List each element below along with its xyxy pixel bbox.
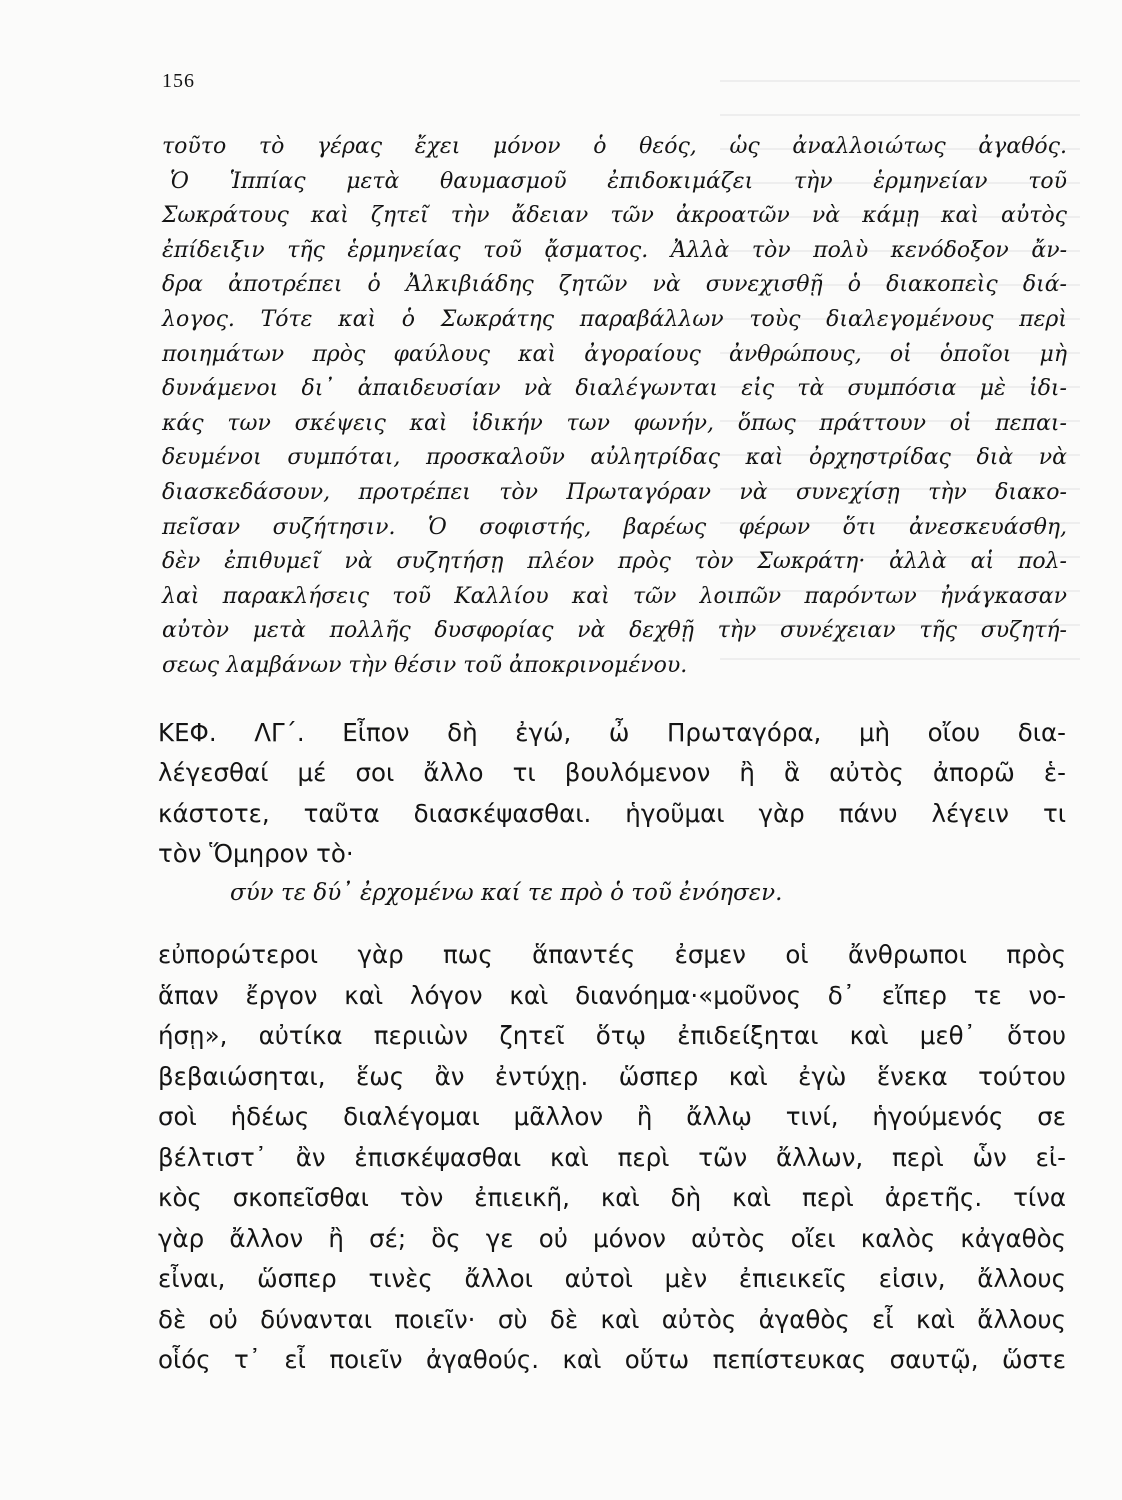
commentary-line: δευμένοι συμπόται, προσκαλοῦν αὐλητρίδας καὶ ὀρχηστρίδας διὰ νὰ [162,445,1067,471]
chapter-line: κάστοτε, ταῦτα διασκέψασθαι. ἡγοῦμαι γὰρ πάνυ λέγειν τι [158,798,1066,828]
commentary-line: πεῖσαν συζήτησιν. Ὁ σοφιστής, βαρέως φέρων ὅτι ἀνεσκευάσθη, [162,514,1067,540]
text-line: κὸς σκοπεῖσθαι τὸν ἐπιεικῆ, καὶ δὴ καὶ περὶ ἀρετῆς. τίνα [158,1183,1066,1212]
text-line: δὲ οὐ δύνανται ποιεῖν· σὺ δὲ καὶ αὐτὸς ἀγαθὸς εἶ καὶ ἄλλους [158,1304,1066,1334]
chapter-line: τὸν Ὅμηρον τὸ· [158,838,354,868]
page-number: 156 [162,70,195,92]
chapter-line: ΚΕΦ. ΛΓ΄. Εἶπον δὴ ἐγώ, ὦ Πρωταγόρα, μὴ οἴου δια- [158,718,1066,747]
text-line: σοὶ ἡδέως διαλέγομαι μᾶλλον ἢ ἄλλῳ τινί, ἡγούμενός σε [158,1102,1066,1131]
commentary-line: ποιημάτων πρὸς φαύλους καὶ ἀγοραίους ἀνθρώπους, οἱ ὁποῖοι μὴ [162,341,1067,367]
commentary-paragraph [162,130,1067,684]
homer-quote: σύν τε δύ᾽ ἐρχομένω καί τε πρὸ ὁ τοῦ ἐνόησεν. [230,880,783,906]
commentary-line: Σωκράτους καὶ ζητεῖ τὴν ἄδειαν τῶν ἀκροατῶν νὰ κάμῃ καὶ αὐτὸς [162,203,1067,229]
commentary-line: Ὁ Ἱππίας μετὰ θαυμασμοῦ ἐπιδοκιμάζει τὴν ἑρμηνείαν τοῦ [170,168,1067,194]
commentary-line: δυνάμενοι δι᾽ ἀπαιδευσίαν νὰ διαλέγωνται εἰς τὰ συμπόσια μὲ ἰδι- [162,376,1067,402]
chapter-text [158,713,1066,874]
commentary-line: δὲν ἐπιθυμεῖ νὰ συζητήσῃ πλέον πρὸς τὸν Σωκράτη· ἀλλὰ αἱ πολ- [162,549,1067,575]
commentary-line: αὐτὸν μετὰ πολλῆς δυσφορίας νὰ δεχθῇ τὴν συνέχειαν τῆς συζητή- [162,618,1067,644]
text-line: βεβαιώσηται, ἕως ἂν ἐντύχῃ. ὥσπερ καὶ ἐγὼ ἕνεκα τούτου [158,1061,1066,1091]
text-line: οἷός τ᾽ εἶ ποιεῖν ἀγαθούς. καὶ οὕτω πεπίστευκας σαυτῷ, ὥστε [158,1345,1066,1374]
commentary-line: διασκεδάσουν, προτρέπει τὸν Πρωταγόραν νὰ συνεχίσῃ τὴν διακο- [162,479,1067,505]
text-line: βέλτιστ᾽ ἂν ἐπισκέψασθαι καὶ περὶ τῶν ἄλλων, περὶ ὧν εἰ- [158,1142,1066,1172]
text-line: ήσῃ», αὐτίκα περιιὼν ζητεῖ ὅτῳ ἐπιδείξηται καὶ μεθ᾽ ὅτου [158,1021,1066,1050]
commentary-line: σεως λαμβάνων τὴν θέσιν τοῦ ἀποκρινομένου. [162,652,688,678]
commentary-line: ἐπίδειξιν τῆς ἑρμηνείας τοῦ ᾄσματος. Ἀλλὰ τὸν πολὺ κενόδοξον ἄν- [162,237,1067,263]
commentary-line: λογος. Τότε καὶ ὁ Σωκράτης παραβάλλων τοὺς διαλεγομένους περὶ [162,306,1067,332]
commentary-line: κάς των σκέψεις καὶ ἰδικήν των φωνήν, ὅπως πράττουν οἱ πεπαι- [162,410,1067,436]
commentary-line: τοῦτο τὸ γέρας ἔχει μόνον ὁ θεός, ὡς ἀναλλοιώτως ἀγαθός. [162,134,1067,159]
text-line: ἅπαν ἔργον καὶ λόγον καὶ διανόημα·«μοῦνος δ᾽ εἴπερ τε νο- [158,980,1066,1010]
commentary-line: λαὶ παρακλήσεις τοῦ Καλλίου καὶ τῶν λοιπῶν παρόντων ἠνάγκασαν [162,583,1067,609]
main-text [158,935,1066,1381]
text-line: εὐπορώτεροι γὰρ πως ἅπαντές ἐσμεν οἱ ἄνθρωποι πρὸς [158,940,1066,969]
chapter-line: λέγεσθαί μέ σοι ἄλλο τι βουλόμενον ἢ ἃ αὐτὸς ἀπορῶ ἑ- [158,758,1066,788]
text-line: εἶναι, ὥσπερ τινὲς ἄλλοι αὐτοὶ μὲν ἐπιεικεῖς εἰσιν, ἄλλους [158,1264,1066,1293]
commentary-line: δρα ἀποτρέπει ὁ Ἀλκιβιάδης ζητῶν νὰ συνεχισθῇ ὁ διακοπεὶς διά- [162,272,1067,298]
text-line: γὰρ ἄλλον ἢ σέ; ὃς γε οὐ μόνον αὐτὸς οἴει καλὸς κἀγαθὸς [158,1223,1066,1253]
